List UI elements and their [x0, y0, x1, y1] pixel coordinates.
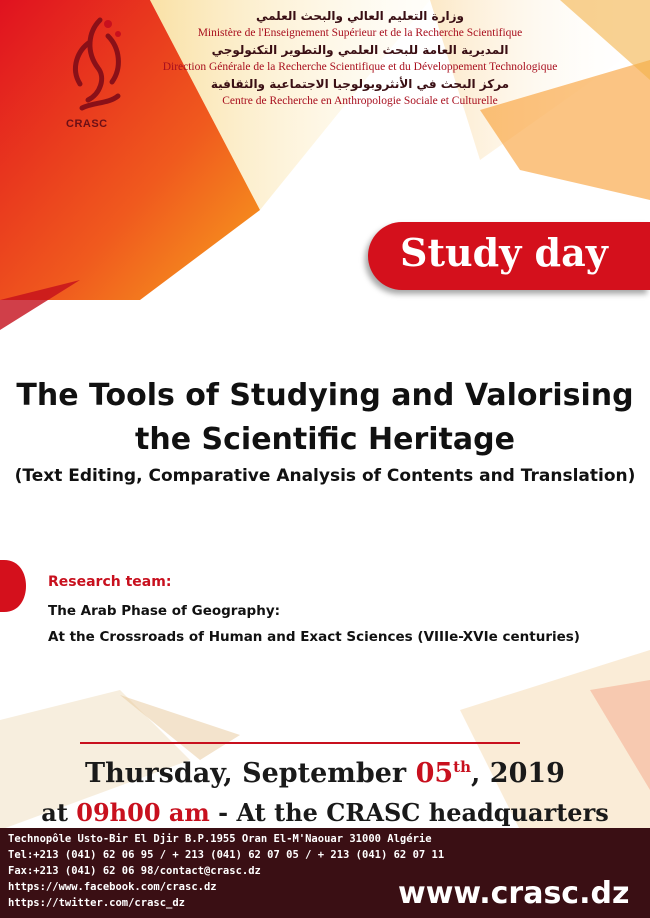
- team-marker-shape: [0, 560, 26, 612]
- date-divider: [80, 742, 520, 744]
- ministry-arabic: وزارة التعليم العالي والبحث العلمي: [255, 9, 465, 23]
- website-link[interactable]: www.crasc.dz: [398, 876, 630, 911]
- event-time: 09h00 am: [76, 798, 210, 827]
- direction-arabic: المديرية العامة للبحث العلمي والتطوير التكنولوجي: [211, 43, 509, 57]
- center-french: Centre de Recherche en Anthropologie Sociale et Culturelle: [222, 95, 498, 107]
- logo-text: CRASC: [66, 118, 108, 130]
- footer-twitter-link[interactable]: https://twitter.com/crasc_dz: [8, 897, 186, 909]
- footer-address: Technopôle Usto-Bir El Djir B.P.1955 Oran El-M'Naouar 31000 Algérie: [8, 833, 432, 845]
- research-team-line-2: At the Crossroads of Human and Exact Sciences (VIIIe-XVIe centuries): [48, 629, 580, 645]
- time-prefix: at: [41, 798, 77, 827]
- ministry-french: Ministère de l'Enseignement Supérieur et de la Recherche Scientifique: [197, 27, 523, 39]
- title-line-2: the Scientific Heritage: [135, 422, 515, 457]
- event-location: - At the CRASC headquarters: [209, 798, 609, 827]
- footer-tel: Tel:+213 (041) 62 06 95 / + 213 (041) 62 07 05 / + 213 (041) 62 07 11: [8, 849, 445, 861]
- footer-fax: Fax:+213 (041) 62 06 98/contact@crasc.dz: [8, 865, 261, 877]
- center-arabic: مركز البحث في الأنثروبولوجيا الاجتماعية والثقافية: [210, 77, 510, 91]
- research-team-label: Research team:: [48, 574, 172, 590]
- study-day-label: Study day: [400, 230, 608, 275]
- institution-header: [150, 8, 570, 110]
- crasc-logo: [60, 12, 140, 132]
- date-day-suffix: th: [453, 758, 471, 776]
- title-subtitle: (Text Editing, Comparative Analysis of Contents and Translation): [14, 466, 636, 486]
- footer-facebook-link[interactable]: https://www.facebook.com/crasc.dz: [8, 881, 217, 893]
- title-line-1: The Tools of Studying and Valorising: [16, 378, 634, 413]
- event-date: [0, 758, 650, 789]
- date-year: , 2019: [470, 758, 565, 789]
- event-time-location: [0, 798, 650, 827]
- research-team-line-1: The Arab Phase of Geography:: [48, 603, 281, 619]
- date-prefix: Thursday, September: [85, 758, 416, 789]
- date-day: 05: [415, 758, 454, 789]
- direction-french: Direction Générale de la Recherche Scientifique et du Développement Technologique: [162, 61, 558, 73]
